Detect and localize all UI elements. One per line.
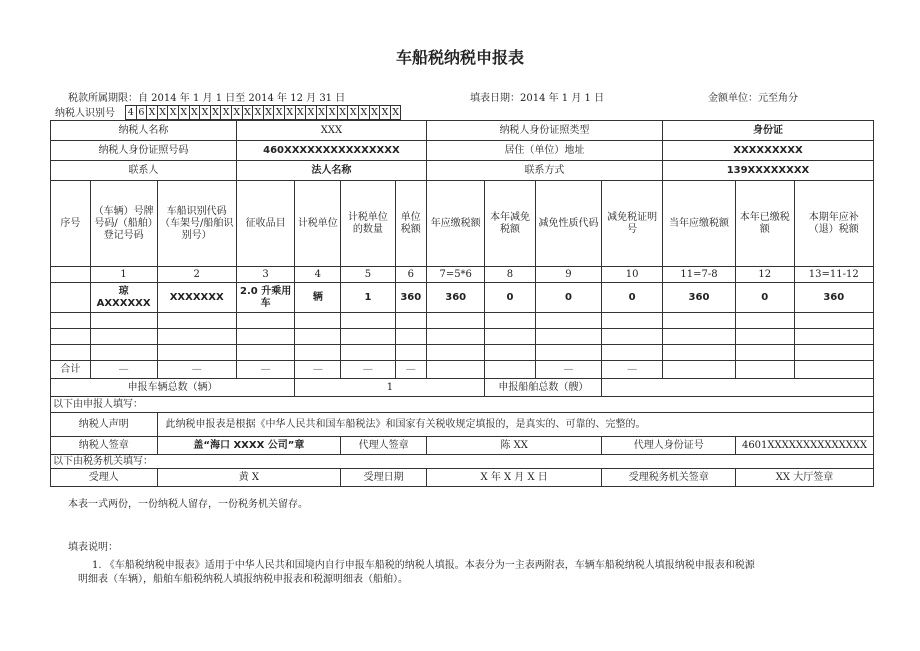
taxpayer-id-boxes[interactable] <box>125 105 401 119</box>
table-cell[interactable] <box>341 313 395 329</box>
copies-note: 本表一式两份，一份纳税人留存，一份税务机关留存。 <box>68 499 308 510</box>
info-row-id <box>51 141 874 161</box>
tax-office-heading: 以下由税务机关填写： <box>51 455 874 469</box>
table-cell[interactable] <box>736 345 794 361</box>
column-number: 1 <box>90 267 157 283</box>
column-header: 本年已缴税额 <box>736 181 794 267</box>
taxpayer-id-char: X <box>157 105 168 120</box>
taxpayer-id-char: X <box>358 105 369 120</box>
taxpayer-id-char: X <box>316 105 327 120</box>
total-dash: — <box>395 361 426 379</box>
taxpayer-id-char: X <box>146 105 157 120</box>
agent-sign-value[interactable]: 陈 XX <box>426 437 601 455</box>
id-type-label: 纳税人身份证照类型 <box>426 121 662 141</box>
taxpayer-id-char: X <box>252 105 263 120</box>
table-cell[interactable]: 0 <box>485 283 535 313</box>
column-header: （车辆）号牌号码/（船舶）登记号码 <box>90 181 157 267</box>
total-dash: — <box>157 361 236 379</box>
table-cell[interactable] <box>736 313 794 329</box>
taxpayer-id-char: X <box>390 105 402 120</box>
column-number: 2 <box>157 267 236 283</box>
address-label: 居住（单位）地址 <box>426 141 662 161</box>
taxpayer-id-char: X <box>326 105 337 120</box>
table-cell[interactable] <box>51 345 91 361</box>
table-cell[interactable] <box>535 313 602 329</box>
total-cell <box>736 361 794 379</box>
table-cell[interactable]: 0 <box>736 283 794 313</box>
taxpayer-id-char: X <box>231 105 242 120</box>
table-cell[interactable] <box>236 345 294 361</box>
table-row <box>51 345 874 361</box>
total-cell <box>794 361 874 379</box>
taxpayer-id-char: X <box>220 105 231 120</box>
contact-label: 联系人 <box>51 161 237 181</box>
table-cell[interactable] <box>51 283 91 313</box>
agent-id-label: 代理人身份证号 <box>602 437 736 455</box>
table-cell[interactable] <box>341 329 395 345</box>
info-row-name <box>51 121 874 141</box>
taxpayer-section-heading-row <box>51 397 874 413</box>
table-cell[interactable] <box>341 345 395 361</box>
taxpayer-id-char: X <box>242 105 253 120</box>
table-cell[interactable] <box>51 313 91 329</box>
column-number-row <box>51 267 874 283</box>
table-cell[interactable]: 360 <box>426 283 484 313</box>
taxpayer-id-char: X <box>337 105 348 120</box>
table-cell[interactable] <box>426 329 484 345</box>
declaration-text: 此纳税申报表是根据《中华人民共和国车船税法》和国家有关税收规定填报的，是真实的、可靠的、完整的。 <box>157 413 874 437</box>
form-title: 车船税纳税申报表 <box>395 48 524 67</box>
taxpayer-id-label: 纳税人识别号 <box>55 108 115 119</box>
column-header: 序号 <box>51 181 91 267</box>
id-number-label: 纳税人身份证照号码 <box>51 141 237 161</box>
signature-row <box>51 437 874 455</box>
taxpayer-section-heading: 以下由申报人填写： <box>51 397 874 413</box>
address-value[interactable]: XXXXXXXXX <box>662 141 873 161</box>
column-header: 减免性质代码 <box>535 181 602 267</box>
table-cell[interactable] <box>794 313 874 329</box>
table-cell[interactable] <box>236 329 294 345</box>
table-cell[interactable] <box>485 329 535 345</box>
ship-count-value[interactable] <box>602 379 874 397</box>
table-cell[interactable] <box>395 345 426 361</box>
column-header: 减免税证明号 <box>602 181 663 267</box>
column-number: 13=11-12 <box>794 267 874 283</box>
taxpayer-name-label: 纳税人名称 <box>51 121 237 141</box>
total-cell <box>426 361 484 379</box>
total-cell <box>662 361 735 379</box>
phone-value[interactable]: 139XXXXXXXX <box>662 161 873 181</box>
total-dash: — <box>602 361 663 379</box>
table-cell[interactable] <box>295 329 341 345</box>
accept-date-label: 受理日期 <box>341 469 427 487</box>
tax-office-heading-row <box>51 455 874 469</box>
table-cell[interactable] <box>157 329 236 345</box>
instruction-1: 1. 《车船税纳税申报表》适用于中华人民共和国境内自行申报车船税的纳税人填报。本表分为一主表两附表，车辆车船税纳税人填报纳税申报表和税源 <box>92 560 755 571</box>
total-dash: — <box>535 361 602 379</box>
table-cell[interactable] <box>157 345 236 361</box>
instruction-1-continued: 明细表（车辆），船舶车船税纳税人填报纳税申报表和税源明细表（船舶）。 <box>78 574 408 585</box>
column-header: 征收品目 <box>236 181 294 267</box>
total-dash: — <box>341 361 395 379</box>
column-header: 计税单位的数量 <box>341 181 395 267</box>
column-header: 单位税额 <box>395 181 426 267</box>
table-cell[interactable] <box>90 329 157 345</box>
taxpayer-id-char: X <box>273 105 284 120</box>
table-cell[interactable] <box>662 329 735 345</box>
table-row <box>51 283 874 313</box>
amount-unit: 金额单位：元至角分 <box>708 93 798 104</box>
table-cell[interactable] <box>157 313 236 329</box>
table-cell[interactable] <box>90 345 157 361</box>
table-cell[interactable]: 琼 AXXXXXX <box>90 283 157 313</box>
column-header-row <box>51 181 874 267</box>
count-row <box>51 379 874 397</box>
tax-office-row <box>51 469 874 487</box>
table-cell[interactable] <box>236 313 294 329</box>
total-label: 合计 <box>51 361 91 379</box>
table-cell[interactable] <box>395 313 426 329</box>
declaration-label: 纳税人声明 <box>51 413 158 437</box>
phone-label: 联系方式 <box>426 161 662 181</box>
table-cell[interactable] <box>736 329 794 345</box>
column-number: 5 <box>341 267 395 283</box>
declaration-table <box>50 120 874 487</box>
column-header: 年应缴税额 <box>426 181 484 267</box>
taxpayer-id-char: X <box>199 105 210 120</box>
column-header: 计税单位 <box>295 181 341 267</box>
table-cell[interactable] <box>602 329 663 345</box>
taxpayer-id-char: 6 <box>136 105 147 120</box>
column-number: 6 <box>395 267 426 283</box>
vehicle-count-value[interactable]: 1 <box>295 379 485 397</box>
taxpayer-id-char: X <box>263 105 274 120</box>
total-dash: — <box>90 361 157 379</box>
table-cell[interactable]: 360 <box>395 283 426 313</box>
column-number: 7=5*6 <box>426 267 484 283</box>
declaration-row <box>51 413 874 437</box>
column-header: 本期年应补（退）税额 <box>794 181 874 267</box>
taxpayer-id-char: X <box>347 105 358 120</box>
table-cell[interactable]: 0 <box>535 283 602 313</box>
table-cell[interactable] <box>90 313 157 329</box>
contact-value[interactable]: 法人名称 <box>236 161 426 181</box>
vehicle-count-label: 申报车辆总数（辆） <box>51 379 295 397</box>
table-row <box>51 313 874 329</box>
table-cell[interactable] <box>485 313 535 329</box>
column-header: 本年减免税额 <box>485 181 535 267</box>
table-cell[interactable] <box>602 313 663 329</box>
column-number: 9 <box>535 267 602 283</box>
table-cell[interactable] <box>794 345 874 361</box>
table-cell[interactable] <box>295 345 341 361</box>
column-number: 3 <box>236 267 294 283</box>
taxpayer-sign-label: 纳税人签章 <box>51 437 158 455</box>
total-cell <box>485 361 535 379</box>
taxpayer-id-char: 4 <box>125 105 136 120</box>
table-cell[interactable]: 360 <box>794 283 874 313</box>
instructions-heading: 填表说明： <box>68 542 118 553</box>
taxpayer-id-char: X <box>284 105 295 120</box>
taxpayer-sign-value[interactable]: 盖“海口 XXXX 公司”章 <box>157 437 341 455</box>
table-cell[interactable] <box>535 329 602 345</box>
column-number: 8 <box>485 267 535 283</box>
id-number-value[interactable]: 460XXXXXXXXXXXXXXX <box>236 141 426 161</box>
table-cell[interactable]: 2.0 升乘用车 <box>236 283 294 313</box>
taxpayer-id-char: X <box>295 105 306 120</box>
column-number <box>51 267 91 283</box>
table-cell[interactable] <box>662 345 735 361</box>
table-cell[interactable]: 辆 <box>295 283 341 313</box>
table-cell[interactable] <box>395 329 426 345</box>
column-number: 4 <box>295 267 341 283</box>
column-header: 当年应缴税额 <box>662 181 735 267</box>
taxpayer-id-char: X <box>369 105 380 120</box>
table-cell[interactable] <box>602 345 663 361</box>
column-number: 12 <box>736 267 794 283</box>
table-cell[interactable]: 360 <box>662 283 735 313</box>
id-type-value[interactable]: 身份证 <box>662 121 873 141</box>
table-cell[interactable] <box>662 313 735 329</box>
total-row <box>51 361 874 379</box>
office-sign-value[interactable]: XX 大厅签章 <box>736 469 874 487</box>
table-cell[interactable]: 1 <box>341 283 395 313</box>
table-cell[interactable] <box>485 345 535 361</box>
table-cell[interactable] <box>535 345 602 361</box>
table-cell[interactable]: 0 <box>602 283 663 313</box>
receiver-value[interactable]: 黄 X <box>157 469 341 487</box>
table-cell[interactable] <box>51 329 91 345</box>
total-dash: — <box>236 361 294 379</box>
column-header: 车船识别代码（车架号/船舶识别号） <box>157 181 236 267</box>
total-dash: — <box>295 361 341 379</box>
info-row-contact <box>51 161 874 181</box>
fill-date: 填表日期：2014 年 1 月 1 日 <box>470 93 605 104</box>
taxpayer-id-char: X <box>189 105 200 120</box>
office-sign-label: 受理税务机关签章 <box>602 469 736 487</box>
column-number: 10 <box>602 267 663 283</box>
taxpayer-id-char: X <box>167 105 178 120</box>
agent-sign-label: 代理人签章 <box>341 437 427 455</box>
column-number: 11=7-8 <box>662 267 735 283</box>
receiver-label: 受理人 <box>51 469 158 487</box>
taxpayer-id-char: X <box>210 105 221 120</box>
table-row <box>51 329 874 345</box>
taxpayer-id-char: X <box>305 105 316 120</box>
table-cell[interactable] <box>794 329 874 345</box>
taxpayer-id-row <box>55 104 401 119</box>
table-cell[interactable]: XXXXXXX <box>157 283 236 313</box>
table-cell[interactable] <box>426 313 484 329</box>
ship-count-label: 申报船舶总数（艘） <box>485 379 602 397</box>
agent-id-value[interactable]: 4601XXXXXXXXXXXXXX <box>736 437 874 455</box>
taxpayer-id-char: X <box>379 105 390 120</box>
table-cell[interactable] <box>426 345 484 361</box>
accept-date-value[interactable]: X 年 X 月 X 日 <box>426 469 601 487</box>
tax-period: 税款所属期限：自 2014 年 1 月 1 日至 2014 年 12 月 31 日 <box>68 93 346 104</box>
table-cell[interactable] <box>295 313 341 329</box>
taxpayer-name-value[interactable]: XXX <box>236 121 426 141</box>
taxpayer-id-char: X <box>178 105 189 120</box>
